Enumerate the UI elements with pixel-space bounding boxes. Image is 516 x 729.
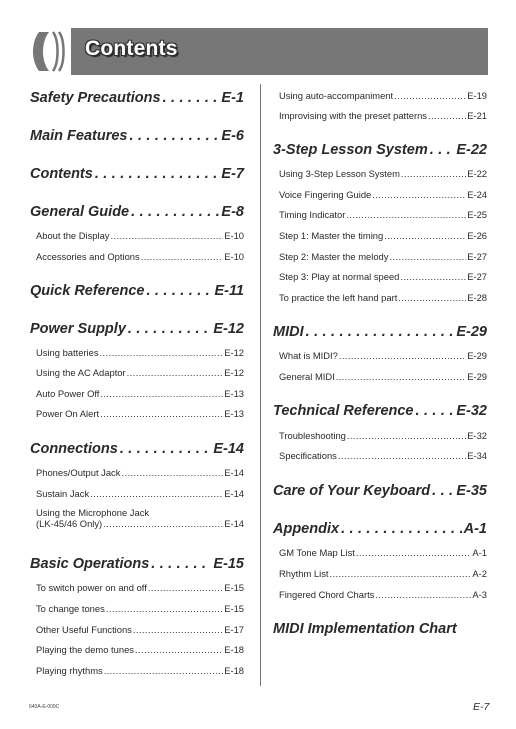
toc-subentry[interactable] [30, 388, 244, 399]
toc-section-entry[interactable] [273, 324, 487, 340]
dot-leader [401, 168, 466, 179]
toc-subentry-title: Phones/Output Jack [36, 467, 121, 478]
toc-subentry-title: What is MIDI? [279, 350, 338, 361]
toc-page-number: E-34 [467, 450, 487, 461]
dot-leader [306, 324, 455, 340]
toc-subentry-title: Troubleshooting [279, 430, 346, 441]
toc-section-title: Appendix [273, 521, 340, 537]
dot-leader [100, 347, 224, 358]
dot-leader [90, 488, 223, 499]
toc-subentry[interactable] [30, 488, 244, 499]
toc-section-entry[interactable] [30, 556, 244, 572]
dot-leader [339, 350, 466, 361]
toc-subentry[interactable] [273, 371, 487, 382]
toc-subentry[interactable] [30, 582, 244, 593]
dot-leader [104, 665, 223, 676]
toc-subentry[interactable] [273, 350, 487, 361]
toc-page-number: E-24 [467, 189, 487, 200]
toc-section-entry[interactable] [30, 283, 244, 299]
dot-leader [400, 271, 466, 282]
toc-page-number: E-32 [467, 430, 487, 441]
toc-page-number: E-14 [224, 488, 244, 499]
toc-subentry-title: About the Display [36, 230, 110, 241]
toc-section-title: Contents [30, 166, 93, 182]
dot-leader [131, 204, 219, 220]
toc-subentry[interactable] [273, 292, 487, 303]
toc-page-number: E-29 [467, 350, 487, 361]
dot-leader [341, 521, 462, 537]
dot-leader [128, 321, 211, 337]
toc-section-entry[interactable] [30, 128, 244, 144]
toc-page-number: E-11 [214, 283, 244, 299]
toc-subentry-title: Specifications [279, 450, 337, 461]
toc-section-title: Care of Your Keyboard [273, 483, 431, 499]
toc-page-number: A-2 [472, 568, 487, 579]
dot-leader [384, 230, 466, 241]
toc-subentry-title: General MIDI [279, 371, 335, 382]
toc-subentry-title: To change tones [36, 603, 105, 614]
toc-subentry-title: Step 3: Play at normal speed [279, 271, 400, 282]
toc-subentry[interactable] [30, 367, 244, 378]
toc-page-number: A-1 [472, 547, 487, 558]
dot-leader [338, 450, 466, 461]
dot-leader [398, 292, 466, 303]
dot-leader [110, 230, 223, 241]
contents-header-bar [27, 28, 488, 75]
toc-section-entry[interactable] [30, 90, 244, 106]
toc-section-entry[interactable] [30, 321, 244, 337]
toc-section-title: MIDI [273, 324, 304, 340]
toc-page-number: E-6 [221, 128, 244, 144]
toc-subentry-title: Other Useful Functions [36, 624, 132, 635]
toc-subentry-title: GM Tone Map List [279, 547, 355, 558]
dot-leader [103, 518, 223, 529]
toc-subentry[interactable] [273, 589, 487, 600]
dot-leader [133, 624, 223, 635]
toc-page-number: E-14 [213, 441, 244, 457]
toc-subentry[interactable] [30, 644, 244, 655]
toc-subentry[interactable] [273, 168, 487, 179]
toc-subentry-title: To practice the left hand part [279, 292, 398, 303]
toc-page-number: E-7 [221, 166, 244, 182]
dot-leader [121, 467, 223, 478]
toc-page-number: E-15 [213, 556, 244, 572]
column-divider [260, 84, 261, 686]
toc-subentry[interactable] [30, 230, 244, 241]
toc-page-number: E-13 [224, 388, 244, 399]
toc-section-title: 3-Step Lesson System [273, 142, 428, 158]
toc-page-number: E-29 [467, 371, 487, 382]
toc-page-number: E-12 [224, 347, 244, 358]
toc-page-number: E-32 [456, 403, 487, 419]
dot-leader [127, 367, 224, 378]
toc-subentry-title: Using batteries [36, 347, 99, 358]
toc-page-number: E-28 [467, 292, 487, 303]
dot-leader [346, 209, 466, 220]
toc-page-number: A-1 [463, 521, 487, 537]
toc-page-number: E-27 [467, 251, 487, 262]
dot-leader [120, 441, 212, 457]
toc-section-entry[interactable] [273, 142, 487, 158]
toc-subentry[interactable] [273, 230, 487, 241]
toc-subentry-title: Sustain Jack [36, 488, 90, 499]
toc-page-number: E-26 [467, 230, 487, 241]
toc-subentry-title: Timing Indicator [279, 209, 346, 220]
toc-subentry[interactable] [273, 430, 487, 441]
toc-section-title: Technical Reference [273, 403, 414, 419]
toc-section-title: Safety Precautions [30, 90, 161, 106]
toc-page-number: E-25 [467, 209, 487, 220]
toc-page-number: E-18 [224, 644, 244, 655]
toc-section-entry[interactable] [30, 441, 244, 457]
toc-subentry[interactable] [30, 408, 244, 419]
toc-subentry-title: Using 3-Step Lesson System [279, 168, 400, 179]
toc-page-number: E-14 [224, 467, 244, 478]
dot-leader [330, 568, 472, 579]
toc-subentry-title: Playing rhythms [36, 665, 103, 676]
dot-leader [146, 283, 212, 299]
toc-subentry[interactable] [273, 271, 487, 282]
toc-subentry-title: Fingered Chord Charts [279, 589, 375, 600]
toc-subentry[interactable] [30, 603, 244, 614]
dot-leader [375, 589, 471, 600]
toc-section-title: Basic Operations [30, 556, 150, 572]
toc-subentry-title: Using the Microphone Jack [36, 507, 150, 518]
dot-leader [106, 603, 223, 614]
toc-subentry[interactable] [30, 251, 244, 262]
toc-subentry-title-continued: (LK-45/46 Only) [36, 518, 103, 529]
toc-page-number: E-35 [456, 483, 487, 499]
dot-leader [163, 90, 220, 106]
toc-page-number: E-17 [224, 624, 244, 635]
toc-subentry[interactable] [273, 251, 487, 262]
dot-leader [430, 142, 455, 158]
toc-subentry[interactable] [30, 467, 244, 478]
toc-subentry[interactable] [273, 547, 487, 558]
toc-subentry-title: Using the AC Adaptor [36, 367, 126, 378]
toc-page-number: E-18 [224, 665, 244, 676]
dot-leader [394, 90, 466, 101]
dot-leader [347, 430, 466, 441]
toc-subentry[interactable] [30, 624, 244, 635]
dot-leader [356, 547, 472, 558]
toc-section-entry[interactable] [273, 621, 487, 637]
toc-subentry-title: Accessories and Options [36, 251, 140, 262]
dot-leader [151, 556, 211, 572]
dot-leader [336, 371, 466, 382]
toc-page-number: E-15 [224, 603, 244, 614]
toc-subentry[interactable] [30, 347, 244, 358]
toc-subentry-title: Rhythm List [279, 568, 329, 579]
dot-leader [428, 110, 466, 121]
toc-page-number: E-12 [224, 367, 244, 378]
dot-leader [141, 251, 223, 262]
dot-leader [130, 128, 220, 144]
toc-page-number: E-10 [224, 230, 244, 241]
toc-page-number: E-29 [456, 324, 487, 340]
toc-subentry-title: Step 2: Master the melody [279, 251, 389, 262]
toc-page-number: A-3 [472, 589, 487, 600]
toc-page-number: E-22 [456, 142, 487, 158]
binder-tab-icon [27, 28, 71, 75]
dot-leader [389, 251, 466, 262]
toc-subentry-title: Voice Fingering Guide [279, 189, 372, 200]
toc-section-title: Connections [30, 441, 118, 457]
dot-leader [135, 644, 223, 655]
toc-page-number: E-27 [467, 271, 487, 282]
toc-section-entry[interactable] [273, 403, 487, 419]
toc-subentry-title: Auto Power Off [36, 388, 100, 399]
page-number: E-7 [473, 701, 490, 713]
toc-subentry-title: Step 1: Master the timing [279, 230, 384, 241]
toc-subentry-title: Using auto-accompaniment [279, 90, 394, 101]
toc-subentry[interactable] [273, 189, 487, 200]
toc-section-entry[interactable] [273, 483, 487, 499]
toc-section-entry[interactable] [30, 166, 244, 182]
dot-leader [416, 403, 455, 419]
document-code: 640A-E-009C [29, 704, 60, 710]
toc-subentry[interactable] [273, 568, 487, 579]
dot-leader [95, 166, 220, 182]
toc-subentry[interactable] [273, 450, 487, 461]
toc-section-title: Main Features [30, 128, 128, 144]
toc-subentry-title: Playing the demo tunes [36, 644, 134, 655]
toc-page-number: E-13 [224, 408, 244, 419]
toc-subentry[interactable] [30, 665, 244, 676]
toc-subentry[interactable] [273, 209, 487, 220]
toc-subentry-title: To switch power on and off [36, 582, 147, 593]
toc-page-number: E-1 [221, 90, 244, 106]
toc-page-number: E-12 [213, 321, 244, 337]
toc-section-title: General Guide [30, 204, 130, 220]
toc-section-title: MIDI Implementation Chart [273, 621, 457, 637]
page-title: Contents [85, 37, 178, 60]
toc-page-number: E-15 [224, 582, 244, 593]
toc-page-number: E-8 [221, 204, 244, 220]
toc-section-title: Quick Reference [30, 283, 145, 299]
toc-section-entry[interactable] [30, 204, 244, 220]
dot-leader [372, 189, 466, 200]
toc-page-number: E-14 [224, 518, 244, 529]
toc-subentry-title: Improvising with the preset patterns [279, 110, 427, 121]
dot-leader [148, 582, 223, 593]
dot-leader [100, 388, 223, 399]
toc-page-number: E-21 [467, 110, 487, 121]
toc-subentry-title: Power On Alert [36, 408, 100, 419]
dot-leader [100, 408, 223, 419]
toc-page-number: E-19 [467, 90, 487, 101]
toc-subentry-line2 [36, 518, 244, 529]
toc-subentry[interactable] [30, 507, 244, 529]
toc-page-number: E-22 [467, 168, 487, 179]
toc-section-title: Power Supply [30, 321, 126, 337]
toc-page-number: E-10 [224, 251, 244, 262]
toc-subentry[interactable] [273, 90, 487, 101]
dot-leader [432, 483, 454, 499]
toc-subentry[interactable] [273, 110, 487, 121]
toc-section-entry[interactable] [273, 521, 487, 537]
